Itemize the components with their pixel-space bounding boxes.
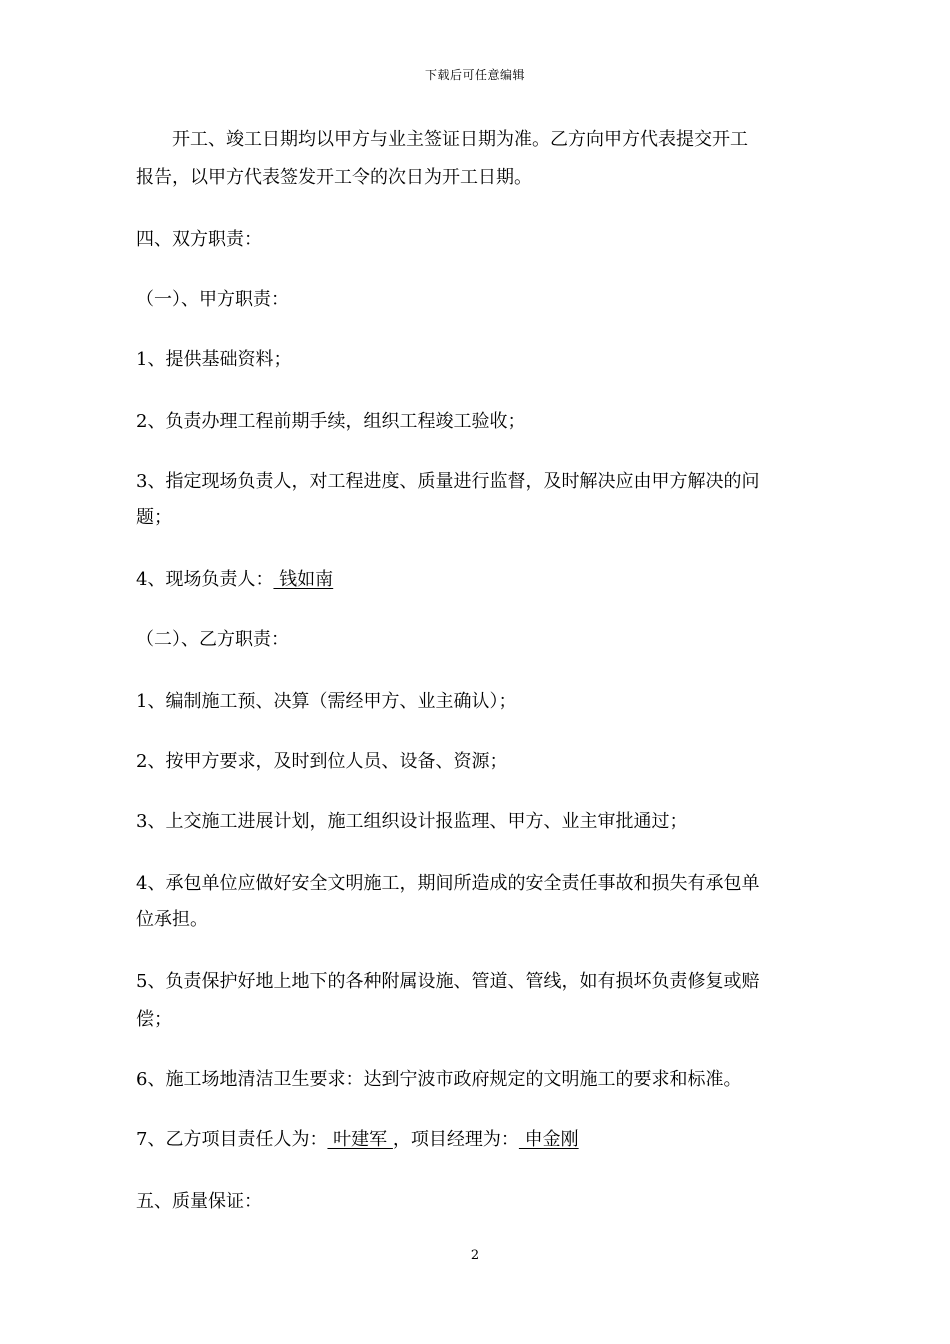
list-item: 位承担。	[136, 909, 208, 930]
list-item: 6、施工场地清洁卫生要求：达到宁波市政府规定的文明施工的要求和标准。	[136, 1069, 742, 1090]
section-heading: 五、质量保证：	[136, 1191, 262, 1212]
section-heading: 四、双方职责：	[136, 229, 262, 250]
subsection-heading: （二）、乙方职责：	[136, 629, 289, 650]
list-item	[136, 568, 826, 592]
list-item: 3、指定现场负责人，对工程进度、质量进行监督，及时解决应由甲方解决的问	[136, 471, 760, 492]
page-number: 2	[470, 1248, 480, 1263]
subsection-heading: （一）、甲方职责：	[136, 289, 289, 310]
filled-name: 申金刚	[518, 1129, 579, 1150]
field-label: ，项目经理为：	[392, 1129, 519, 1150]
paragraph-line: 开工、竣工日期均以甲方与业主签证日期为准。乙方向甲方代表提交开工	[172, 129, 748, 150]
list-item: 1、提供基础资料；	[136, 349, 292, 370]
list-item	[136, 1128, 826, 1152]
paragraph-line: 报告，以甲方代表签发开工令的次日为开工日期。	[136, 167, 532, 188]
list-item: 2、负责办理工程前期手续，组织工程竣工验收；	[136, 411, 526, 432]
field-label: 4、现场负责人：	[136, 569, 274, 590]
list-item: 4、承包单位应做好安全文明施工，期间所造成的安全责任事故和损失有承包单	[136, 873, 760, 894]
list-item: 题；	[136, 507, 172, 528]
list-item: 偿；	[136, 1009, 172, 1030]
list-item: 3、上交施工进展计划，施工组织设计报监理、甲方、业主审批通过；	[136, 811, 688, 832]
filled-name: 钱如南	[273, 569, 334, 590]
filled-name: 叶建军	[327, 1129, 393, 1150]
field-label: 7、乙方项目责任人为：	[136, 1129, 328, 1150]
list-item: 2、按甲方要求，及时到位人员、设备、资源；	[136, 751, 508, 772]
list-item: 5、负责保护好地上地下的各种附属设施、管道、管线，如有损坏负责修复或赔	[136, 971, 760, 992]
list-item: 1、编制施工预、决算（需经甲方、业主确认）；	[136, 691, 517, 712]
page-header: 下载后可任意编辑	[424, 68, 525, 82]
